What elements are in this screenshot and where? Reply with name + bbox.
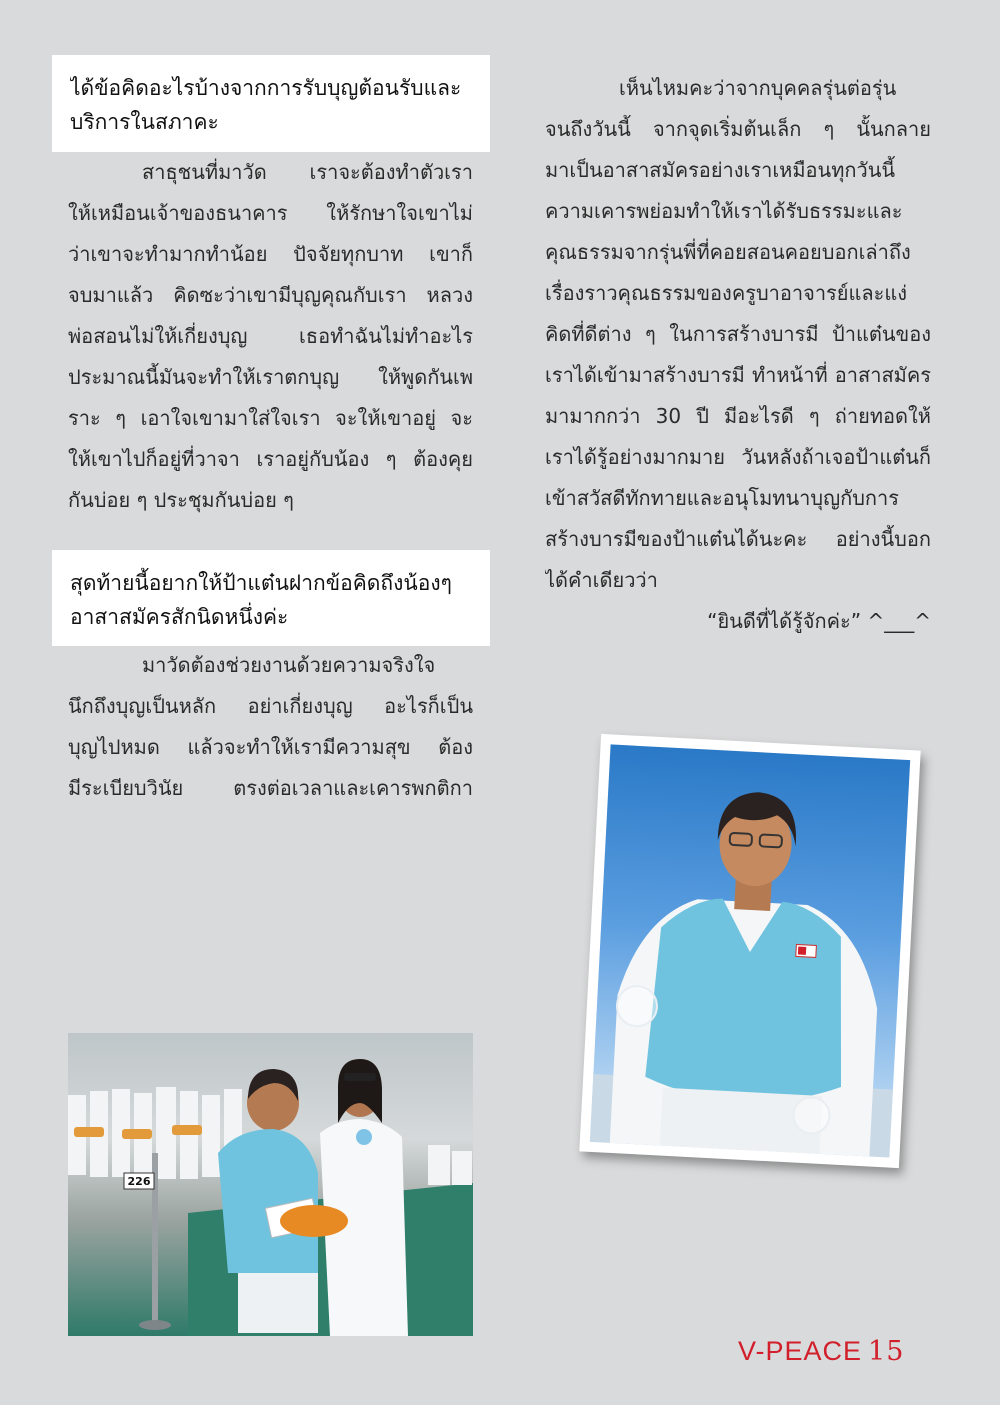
body-line: นึกถึงบุญเป็นหลัก อย่าเกี่ยงบุญ อะไรก็เป็น	[68, 694, 473, 718]
page-footer	[738, 1336, 904, 1367]
body-line: จนถึงวันนี้ จากจุดเริ่มต้นเล็ก ๆ นั้นกลาย	[545, 117, 931, 141]
body-line: มามากกว่า 30 ปี มีอะไรดี ๆ ถ่ายทอดให้	[545, 404, 931, 428]
body-line: มาวัดต้องช่วยงานด้วยความจริงใจ	[142, 653, 436, 677]
number-sign-text: 226	[127, 1175, 151, 1188]
body-line: จบมาแล้ว คิดซะว่าเขามีบุญคุณกับเรา หลวง	[68, 283, 473, 307]
group-photo	[68, 1033, 473, 1336]
orange-bundle	[280, 1205, 348, 1237]
body-line: ราะ ๆ เอาใจเขามาใส่ใจเรา จะให้เขาอยู่ จะ	[68, 406, 473, 430]
section2-heading-line: อาสาสมัครสักนิดหนึ่งค่ะ	[70, 605, 289, 629]
body-line: ให้เหมือนเจ้าของธนาคาร ให้รักษาใจเขาไม่	[68, 201, 473, 225]
body-line: ได้คำเดียวว่า	[545, 568, 658, 592]
body-line: ว่าเขาจะทำมากทำน้อย ปัจจัยทุกบาท เขาก็	[68, 242, 473, 266]
section1-heading-line: ได้ข้อคิดอะไรบ้างจากการรับบุญต้อนรับและ	[70, 76, 462, 100]
section2-heading	[52, 550, 490, 646]
group-photo-illustration	[68, 1033, 473, 1336]
body-line: คิดที่ดีต่าง ๆ ในการสร้างบารมี ป้าแต๋นของ	[545, 322, 931, 346]
body-line: เห็นไหมคะว่าจากบุคคลรุ่นต่อรุ่น	[619, 76, 897, 100]
body-line: คุณธรรมจากรุ่นพี่ที่คอยสอนคอยบอกเล่าถึง	[545, 240, 911, 264]
body-line: มีระเบียบวินัย ตรงต่อเวลาและเคารพกติกา	[68, 776, 473, 800]
portrait-photo	[579, 734, 920, 1168]
section2-heading-line: สุดท้ายนี้อยากให้ป้าแต๋นฝากข้อคิดถึงน้องๆ	[70, 571, 452, 595]
body-line: เราได้เข้ามาสร้างบารมี ทำหน้าที่ อาสาสมัคร	[545, 363, 931, 387]
closing-quote: “ยินดีที่ได้รู้จักค่ะ” ^___^	[707, 609, 931, 633]
portrait-illustration	[590, 744, 910, 1157]
body-line: กันบ่อย ๆ ประชุมกันบ่อย ๆ	[68, 488, 294, 512]
glass-bowl-left	[616, 985, 658, 1027]
section1-heading-line: บริการในสภาคะ	[70, 110, 219, 134]
section1-heading	[52, 55, 490, 152]
badge-flag	[798, 947, 806, 955]
body-line: เรื่องราวคุณธรรมของครูบาอาจารย์และแง่	[545, 281, 908, 305]
section1-body	[68, 152, 473, 521]
body-line: บุญไปหมด แล้วจะทำให้เรามีความสุข ต้อง	[68, 735, 473, 759]
body-line: เข้าสวัสดีทักทายและอนุโมทนาบุญกับการ	[545, 486, 900, 510]
body-line: พ่อสอนไม่ให้เกี่ยงบุญ เธอทำฉันไม่ทำอะไร	[68, 324, 473, 348]
page-number: 15	[868, 1336, 905, 1367]
section2-body	[68, 645, 473, 809]
portrait-photo-image	[590, 744, 910, 1157]
woman-in-white	[320, 1059, 408, 1336]
right-column-body	[545, 68, 931, 642]
glass-bowl-right	[793, 1097, 831, 1135]
body-line: ประมาณนี้มันจะทำให้เราตกบุญ ให้พูดกันเพ	[68, 365, 473, 389]
body-line: สาธุชนที่มาวัด เราจะต้องทำตัวเรา	[142, 160, 473, 184]
footer-brand: V-PEACE	[738, 1336, 863, 1366]
body-line: สร้างบารมีของป้าแต๋นได้นะคะ อย่างนี้บอก	[545, 527, 931, 551]
seated-people	[428, 1145, 472, 1185]
body-line: เราได้รู้อย่างมากมาย วันหลังถ้าเจอป้าแต๋นก็	[545, 445, 931, 469]
body-line: ความเคารพย่อมทำให้เราได้รับธรรมะและ	[545, 199, 903, 223]
body-line: ให้เขาไปก็อยู่ที่วาจา เราอยู่กับน้อง ๆ ต้องคุย	[68, 447, 473, 471]
body-line: มาเป็นอาสาสมัครอย่างเราเหมือนทุกวันนี้	[545, 158, 896, 182]
